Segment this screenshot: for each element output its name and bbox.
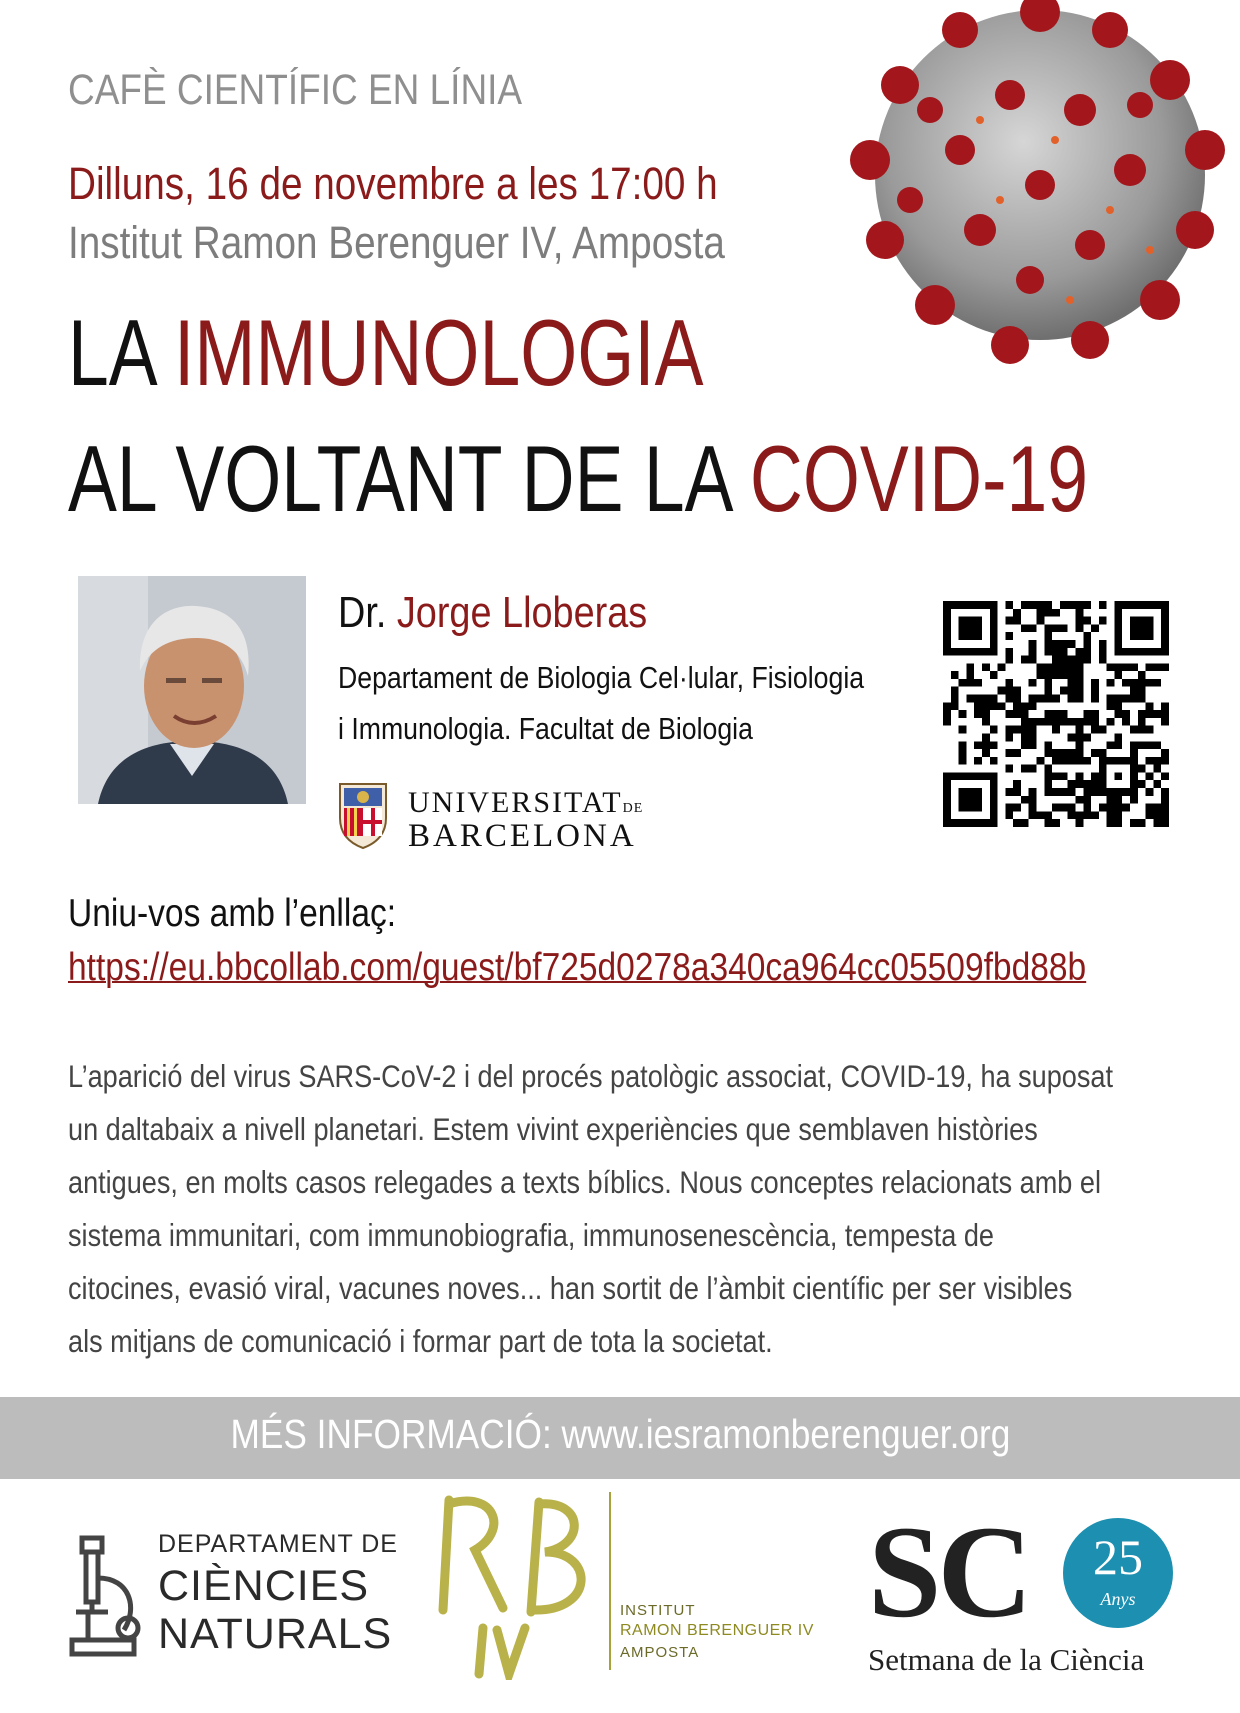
school-rb-logo-icon: [435, 1490, 635, 1680]
title-line-2-prefix: AL VOLTANT DE LA: [68, 426, 750, 531]
event-venue: Institut Ramon Berenguer IV, Amposta: [68, 217, 725, 268]
university-word: UNIVERSITAT: [408, 786, 623, 819]
school-logo-line-2: RAMON BERENGUER IV: [620, 1622, 814, 1639]
title-line-1-prefix: LA: [68, 300, 175, 405]
speaker-dept-line-2: i Immunologia. Facultat de Biologia: [338, 711, 753, 746]
speaker-dept-line-1: Departament de Biologia Cel·lular, Fisiologia: [338, 660, 865, 695]
school-logo-line-1: INSTITUT: [620, 1602, 696, 1619]
speaker-name: [338, 588, 647, 638]
setmana-caption: Setmana de la Ciència: [868, 1642, 1145, 1677]
abstract-line: un daltabaix a nivell planetari. Estem vivint experiències que semblaven històries: [68, 1111, 1038, 1147]
abstract-text: [68, 1050, 1160, 1368]
setmana-logo-letters: SC: [868, 1498, 1029, 1645]
join-label: Uniu-vos amb l’enllaç:: [68, 892, 397, 935]
school-logo-divider: [609, 1492, 611, 1670]
microscope-icon: [68, 1530, 148, 1658]
speaker-fullname: Jorge Lloberas: [396, 588, 648, 637]
abstract-line: L’aparició del virus SARS-CoV-2 i del procés patològic associat, COVID-19, ha suposat: [68, 1058, 1113, 1094]
speaker-photo: [78, 576, 306, 804]
speaker-portrait-icon: [78, 576, 306, 804]
event-date: Dilluns, 16 de novembre a les 17:00 h: [68, 158, 718, 209]
abstract-line: antigues, en molts casos relegades a texts bíblics. Nous conceptes relacionats amb el: [68, 1164, 1101, 1200]
qr-code-icon[interactable]: [943, 601, 1169, 827]
university-shield-icon: [336, 778, 390, 850]
event-kicker: CAFÈ CIENTÍFIC EN LÍNIA: [68, 66, 523, 114]
title-line-1-highlight: IMMUNOLOGIA: [174, 300, 704, 405]
university-name-line-2: BARCELONA: [408, 818, 637, 854]
abstract-line: als mitjans de comunicació i formar part de tota la societat.: [68, 1323, 773, 1359]
info-bar-label[interactable]: MÉS INFORMACIÓ: www.iesramonberenguer.org: [230, 1411, 1010, 1457]
dept-logo-line-3: NATURALS: [158, 1610, 393, 1658]
coronavirus-illustration: [810, 0, 1240, 420]
dept-logo-line-1: DEPARTAMENT DE: [158, 1530, 398, 1558]
abstract-line: sistema immunitari, com immunobiografia, immunosenescència, tempesta de: [68, 1217, 994, 1253]
anniversary-label: Anys: [1100, 1589, 1136, 1609]
title-line-1: [68, 300, 704, 405]
university-name-line-1: [408, 786, 643, 820]
title-line-2: [68, 426, 1089, 531]
dept-logo-line-2: CIÈNCIES: [158, 1562, 370, 1610]
join-link[interactable]: https://eu.bbcollab.com/guest/bf725d0278a340ca964cc05509fbd88b: [68, 946, 1087, 989]
university-de: DE: [622, 801, 644, 816]
info-bar-text[interactable]: [0, 1411, 1240, 1458]
abstract-line: citocines, evasió viral, vacunes noves... han sortit de l’àmbit científic per ser visibles: [68, 1270, 1073, 1306]
school-logo-line-3: AMPOSTA: [620, 1644, 700, 1661]
speaker-honorific: Dr.: [338, 588, 397, 637]
anniversary-years: 25: [1093, 1529, 1143, 1585]
title-line-2-highlight: COVID-19: [749, 426, 1089, 531]
